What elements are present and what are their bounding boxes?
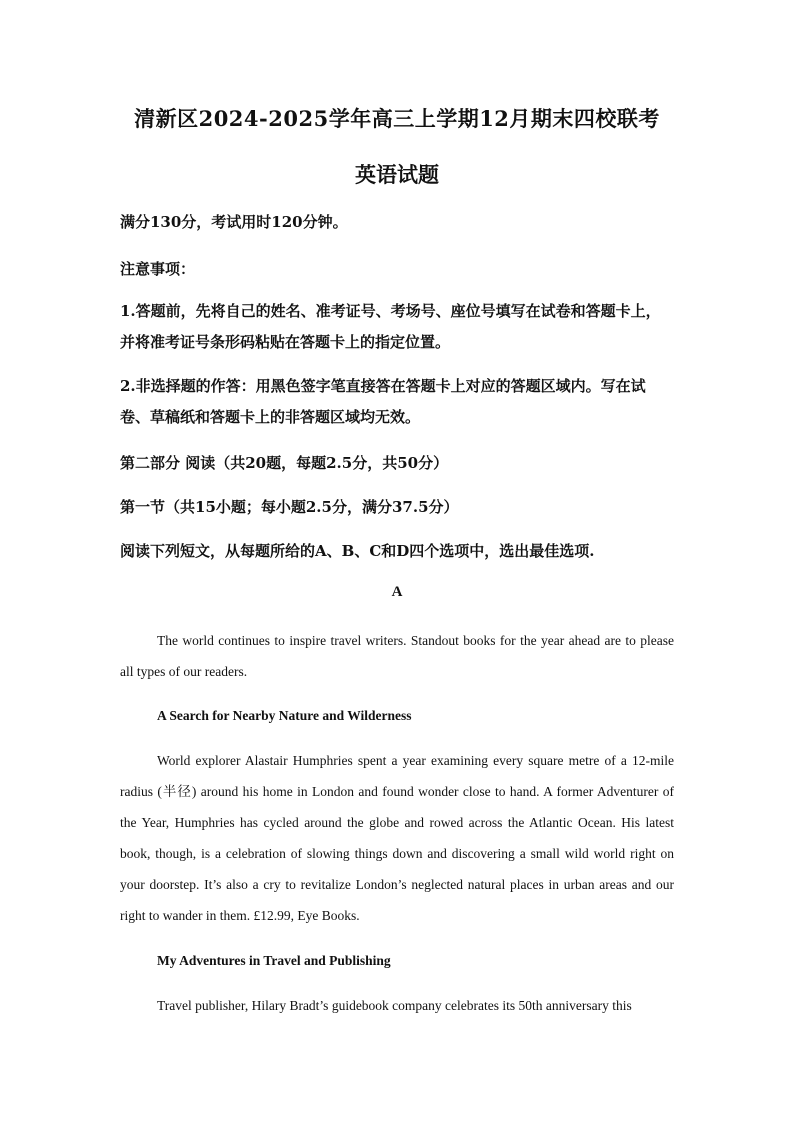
intro-paragraph: The world continues to inspire travel writers. Standout books for the year ahead are to please all types of our readers. xyxy=(120,633,674,679)
score-info: 满分130分，考试用时120分钟。 xyxy=(120,213,348,231)
passage-label: A xyxy=(391,584,403,600)
notes-heading: 注意事项： xyxy=(120,260,196,278)
document-title: 清新区2024-2025学年高三上学期12月期末四校联考 xyxy=(134,106,660,131)
book-1-heading: A Search for Nearby Nature and Wilderness xyxy=(157,708,412,723)
reading-instruction: 阅读下列短文，从每题所给的A、B、C和D四个选项中，选出最佳选项. xyxy=(120,542,595,560)
book-1-paragraph: World explorer Alastair Humphries spent a year examining every square metre of a 12-mile radius (半径) around his home in London and found wonder close to hand. A former Adventurer of the Year, Humphries has cycled around the globe and rowed across the Atlantic Ocean. His latest book, though, is a celebration of slowing things down and discovering a small wild world right on your doorstep. It’s also a cry to revitalize London’s neglected natural places in urban areas and our right to wander in them. £12.99, Eye Books. xyxy=(120,753,674,923)
note-2: 2.非选择题的作答：用黑色签字笔直接答在答题卡上对应的答题区域内。写在试卷、草稿纸和答题卡上的非答题区域均无效。 xyxy=(120,377,646,426)
exam-page xyxy=(120,0,674,1123)
section-one-heading: 第一节（共15小题；每小题2.5分，满分37.5分） xyxy=(120,498,459,516)
note-1: 1.答题前，先将自己的姓名、准考证号、考场号、座位号填写在试卷和答题卡上，并将准考证号条形码粘贴在答题卡上的指定位置。 xyxy=(120,302,661,351)
book-2-paragraph: Travel publisher, Hilary Bradt’s guidebook company celebrates its 50th anniversary this xyxy=(157,998,632,1013)
book-2-heading: My Adventures in Travel and Publishing xyxy=(157,953,391,968)
part-two-heading: 第二部分 阅读（共20题，每题2.5分，共50分） xyxy=(120,454,449,472)
document-subtitle: 英语试题 xyxy=(355,162,439,187)
